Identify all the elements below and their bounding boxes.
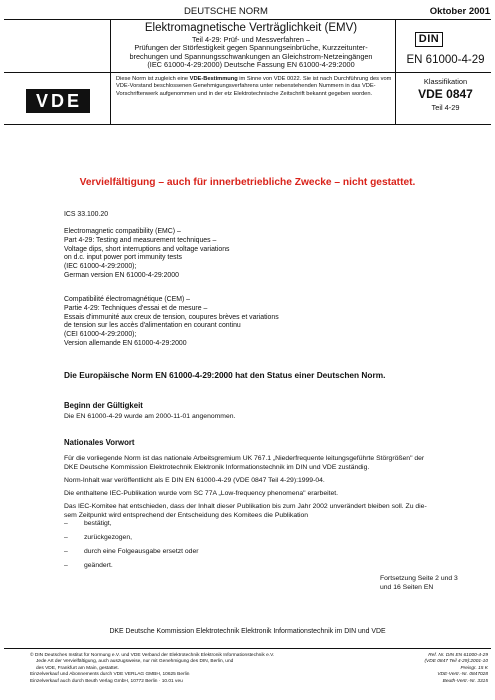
subtitle-line: Prüfungen der Störfestigkeit gegen Spannungseinbrüche, Kurzzeitunter- [134,43,368,53]
en-number: EN 61000-4-29 [406,54,485,66]
footer-ref-line: Ref. Nr. DIN EN 61000-4-29 [428,653,488,658]
foreword-heading: Nationales Vorwort [64,438,135,447]
english-title-block [64,228,474,281]
footer-copyright [30,653,360,685]
list-dash: – [64,548,68,555]
notice-prefix: Diese Norm ist zugleich eine [116,76,190,82]
footer-line: © DIN Deutsches Institut für Normung e.V. und VDE Verband der Elektrotechnik Elektronik Informationstechnik e.V. [30,653,275,658]
footer-line: Einzelverkauf und Abonnements durch VDE VERLAG GMBH, 10625 Berlin [30,672,190,678]
list-dash: – [64,534,68,541]
french-title-block [64,296,474,349]
header-rule-middle [4,72,491,73]
subtitle-line: (IEC 61000-4-29:2000) Deutsche Fassung EN 61000-4-29:2000 [147,59,355,69]
foreword-paragraph-3: Die enthaltene IEC-Publikation wurde vom SC 77A „Low-frequency phenomena" erarbeitet. [64,490,339,497]
header-divider-right [395,19,396,124]
footer-line: des VDE, Frankfurt am Main, gestattet. [36,665,119,671]
publication-date: Oktober 2001 [429,6,490,17]
notice-bold: VDE-Bestimmung [189,76,238,82]
foreword-paragraph-4 [64,503,484,520]
footer-ref-line: Beuth-Vertr.-Nr. 3315 [442,678,488,684]
french-line: Essais d'immunité aux creux de tension, coupures brèves et variations [64,313,279,321]
foreword-line: Das IEC-Komitee hat entschieden, dass der Inhalt dieser Publikation bis zum Jahr 2002 unverändert bleiben soll. Zu die- [64,503,427,510]
english-line: German version EN 61000-4-29:2000 [64,271,179,279]
document-subtitle [110,36,392,69]
french-line: Partie 4-29: Techniques d'essai et de mesure – [64,304,208,312]
vde-logo [8,82,108,120]
header-rule-top [4,19,491,20]
ics-code: ICS 33.100.20 [64,211,109,218]
vde-logo-text: VDE [26,89,90,113]
subtitle-line: Teil 4-29: Prüf- und Messverfahren – [191,35,311,44]
list-item-text: durch eine Folgeausgabe ersetzt oder [84,548,199,555]
continuation-note [380,574,490,592]
footer-reference [370,653,488,685]
footer-ref-line: (VDE 0847 Teil 4-29):2001-10 [424,659,488,665]
vde-notice [116,76,393,98]
list-item-text: geändert. [84,562,113,569]
classification-part: Teil 4-29 [431,103,460,112]
subtitle-line: brechungen und Spannungsschwankungen an Gleichstrom-Netzeingängen [129,51,373,61]
french-line: Version allemande EN 61000-4-29:2000 [64,339,187,347]
french-line: de tension sur les accès d'alimentation en courant continu [64,322,241,330]
footer-ref-line: VDE-Vertr.-Nr. 0847028 [437,672,488,678]
list-item [64,562,484,569]
copy-warning: Vervielfältigung – auch für innerbetriebliche Zwecke – nicht gestattet. [79,177,416,188]
classification-label: Klassifikation [423,77,468,86]
foreword-line: DKE Deutsche Kommission Elektrotechnik Elektronik Informationstechnik im DIN und VDE zuständig. [64,463,370,471]
din-logo: DIN [415,32,443,47]
foreword-paragraph-2: Norm-Inhalt war veröffentlicht als E DIN EN 61000-4-29 (VDE 0847 Teil 4-29):1999-04. [64,477,325,484]
english-line: (IEC 61000-4-29:2000); [64,263,137,271]
notice-suffix: im Sinne von VDE 0022. Sie ist nach Durchführung des vom VDE-Vorstand beschlossenen Genehmigungsverfahrens unter nebenstehenden Nummern in das VDE-Vorschriftenwerk aufgenommen und in der etz Elektrotechnische Zeitschrift bekannt gegeben worden. [116,76,392,97]
dke-line: DKE Deutsche Kommission Elektrotechnik Elektronik Informationstechnik im DIN und VDE [109,628,386,635]
english-line: Voltage dips, short interruptions and voltage variations [64,245,230,253]
header-rule-bottom [4,124,491,125]
foreword-line: Für die vorliegende Norm ist das nationale Arbeitsgremium UK 767.1 „Niederfrequente leitungsgeführte Störgrößen" der [64,455,425,462]
list-dash: – [64,562,68,569]
list-item [64,548,484,555]
norm-label: DEUTSCHE NORM [184,6,268,17]
list-dash: – [64,520,68,527]
english-line: Electromagnetic compatibility (EMC) – [64,228,181,235]
footer-rule [4,648,491,649]
foreword-line: sem Zeitpunkt wird entsprechend der Entscheidung des Komitees die Publikation [64,511,309,519]
continuation-line: Fortsetzung Seite 2 und 3 [380,575,458,582]
french-line: (CEI 61000-4-29:2000); [64,331,137,339]
list-item [64,520,484,527]
continuation-line: und 16 Seiten EN [380,584,434,591]
english-line: on d.c. input power port immunity tests [64,254,182,262]
document-title: Elektromagnetische Verträglichkeit (EMV) [144,22,358,34]
list-item-text: bestätigt, [84,520,112,527]
footer-line: Einzelverkauf auch durch Beuth Verlag GmbH, 10772 Berlin · 10.01 veu [30,678,183,684]
classification-vde: VDE 0847 [418,87,473,101]
validity-heading: Beginn der Gültigkeit [64,401,143,410]
footer-ref-line: Preisgr. 15 K [460,665,488,671]
validity-text: Die EN 61000-4-29 wurde am 2000-11-01 angenommen. [64,413,236,420]
status-statement: Die Europäische Norm EN 61000-4-29:2000 hat den Status einer Deutschen Norm. [64,370,386,380]
footer-line: Jede Art der Vervielfältigung, auch auszugsweise, nur mit Genehmigung des DIN, Berlin, und [36,659,234,665]
french-line: Compatibilité électromagnétique (CEM) – [64,296,190,303]
list-item [64,534,484,541]
english-line: Part 4-29: Testing and measurement techniques – [64,236,217,244]
foreword-paragraph-1 [64,455,484,472]
list-item-text: zurückgezogen, [84,534,132,541]
